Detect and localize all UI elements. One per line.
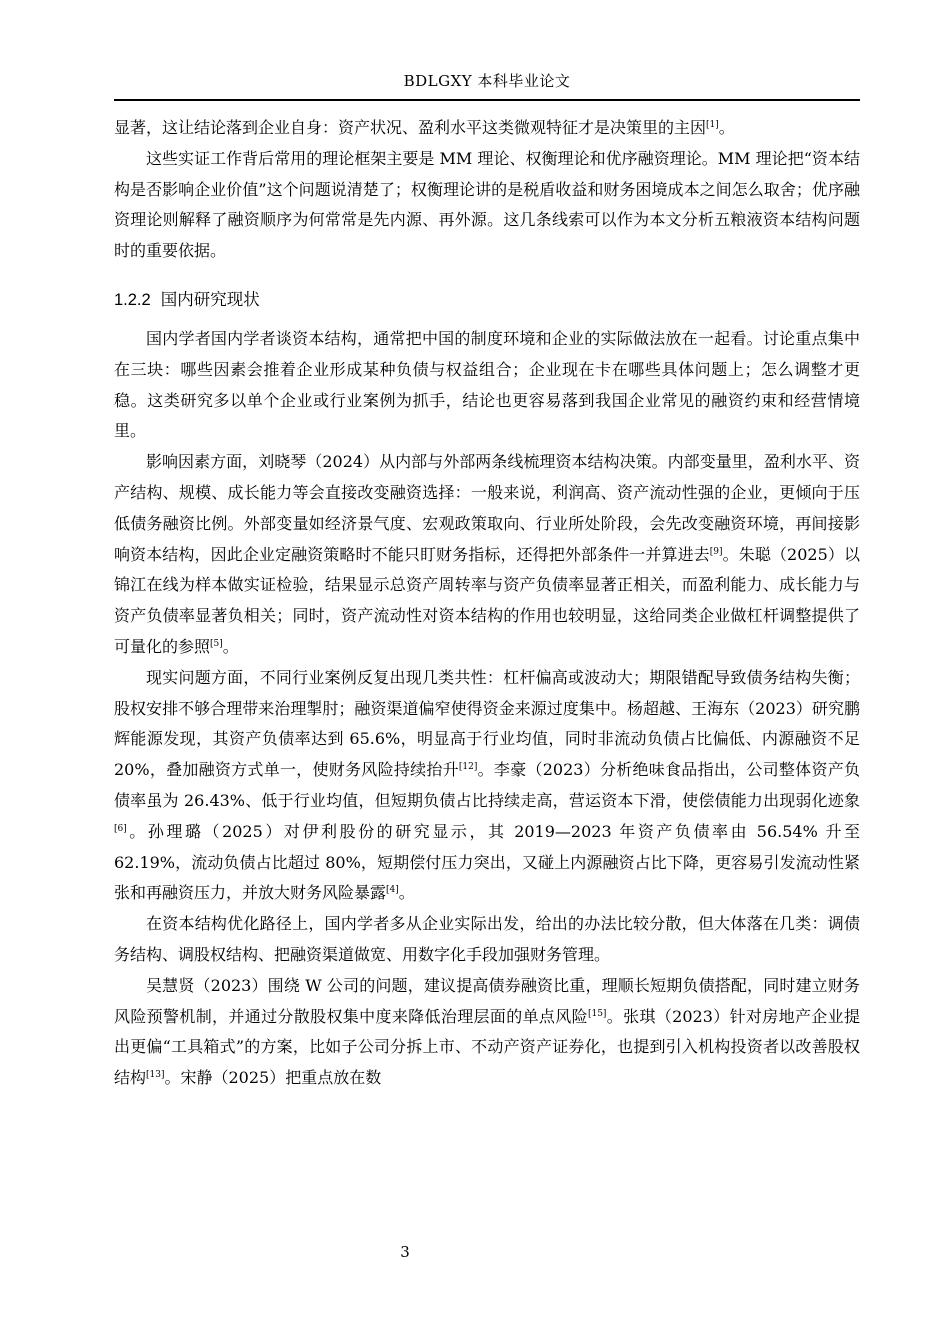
paragraph-problems (114, 663, 860, 909)
paragraph-text: 。 (398, 883, 415, 903)
paragraph-text: 吴慧贤（2023）围绕 W 公司的问题，建议提高债券融资比重，理顺长短期负债搭配，同时建立财务风险预警机制，并通过分散股权集中度来降低治理层面的单点风险 (114, 975, 860, 1026)
paragraph-text: 。宋静（2025）把重点放在数 (164, 1068, 382, 1088)
paragraph-text: 。李豪（2023）分析绝味食品指出，公司整体资产负债率虽为 26.43%、低于行业均值，但短期负债占比持续走高，营运资本下滑，使偿债能力出现弱化迹象 (114, 760, 860, 810)
section-title: 国内研究现状 (160, 289, 260, 309)
paragraph-text: 。 (222, 636, 239, 656)
paragraph-text: 显著，这让结论落到企业自身：资产状况、盈利水平这类微观特征才是决策里的主因 (114, 118, 707, 137)
section-heading (114, 285, 860, 315)
paragraph-text: 在资本结构优化路径上，国内学者多从企业实际出发，给出的办法比较分散，但大体落在几类：调债务结构、调股权结构、把融资渠道做宽、用数字化手段加强财务管理。 (114, 914, 860, 964)
page-number: 3 (400, 1243, 410, 1261)
paragraph-text: 。孙理璐（2025）对伊利股份的研究显示，其 2019—2023 年资产负债率由 56.54% 升至 62.19%，流动负债占比超过 80%，短期偿付压力突出，又碰上内源融资占比下降，更容易引发流动性紧张和再融资压力，并放大财务风险暴露 (114, 821, 860, 903)
paragraph-text: 现实问题方面，不同行业案例反复出现几类共性：杠杆偏高或波动大；期限错配导致债务结构失衡；股权安排不够合理带来治理掣肘；融资渠道偏窄使得资金来源过度集中。杨超越、王海东（2023）研究鹏辉能源发现，其资产负债率达到 65.6%，明显高于行业均值，同时非流动负债占比偏低、内源融资不足 20%，叠加融资方式单一，使财务风险持续抬升 (114, 667, 860, 780)
paragraph-text: 。 (718, 118, 735, 137)
paragraph-factors (114, 447, 860, 663)
citation-ref: [4] (386, 885, 399, 896)
citation-ref: [6] (114, 823, 127, 834)
paragraph-text: 这些实证工作背后常用的理论框架主要是 MM 理论、权衡理论和优序融资理论。MM 理论把“资本结构是否影响企业价值”这个问题说清楚了；权衡理论讲的是税盾收益和财务困境成本之间怎么取舍；优序融资理论则解释了融资顺序为何常常是先内源、再外源。这几条线索可以作为本文分析五粮液资本结构问题时的重要依据。 (114, 148, 860, 261)
paragraph-overview (114, 324, 860, 447)
section-number: 1.2.2 (114, 290, 151, 309)
citation-ref: [12] (458, 762, 478, 773)
header-rule (114, 99, 860, 101)
paragraph-optimization (114, 909, 860, 971)
citation-ref: [13] (146, 1070, 165, 1081)
page-body (114, 113, 860, 1094)
paragraph-text: 影响因素方面，刘晓琴（2024）从内部与外部两条线梳理资本结构决策。内部变量里，盈利水平、资产结构、规模、成长能力等会直接改变融资选择：一般来说，利润高、资产流动性强的企业，更倾向于压低债务融资比例。外部变量如经济景气度、宏观政策取向、行业所处阶段，会先改变融资环境，再间接影响资本结构，因此企业定融资策略时不能只盯财务指标，还得把外部条件一并算进去 (114, 452, 860, 564)
paragraph-text: 。朱聪（2025）以锦江在线为样本做实证检验，结果显示总资产周转率与资产负债率显著正相关，而盈利能力、成长能力与资产负债率显著负相关；同时，资产流动性对资本结构的作用也较明显，这给同类企业做杠杆调整提供了可量化的参照 (114, 544, 860, 656)
paragraph-cases (114, 971, 860, 1094)
paragraph-theory (114, 144, 860, 267)
page-header: BDLGXY 本科毕业论文 (403, 72, 571, 90)
citation-ref: [15] (587, 1008, 607, 1019)
paragraph-text: 。张琪（2023）针对房地产企业提出更偏“工具箱式”的方案，比如子公司分拆上市、不动产资产证券化，也提到引入机构投资者以改善股权结构 (114, 1006, 860, 1088)
paragraph-text: 国内学者国内学者谈资本结构，通常把中国的制度环境和企业的实际做法放在一起看。讨论重点集中在三块：哪些因素会推着企业形成某种负债与权益组合；企业现在卡在哪些具体问题上；怎么调整才更稳。这类研究多以单个企业或行业案例为抓手，结论也更容易落到我国企业常见的融资约束和经营情境里。 (114, 328, 860, 441)
citation-ref: [9] (709, 546, 723, 557)
paragraph-continuation (114, 113, 860, 144)
citation-ref: [1] (706, 120, 719, 130)
citation-ref: [5] (210, 638, 223, 649)
